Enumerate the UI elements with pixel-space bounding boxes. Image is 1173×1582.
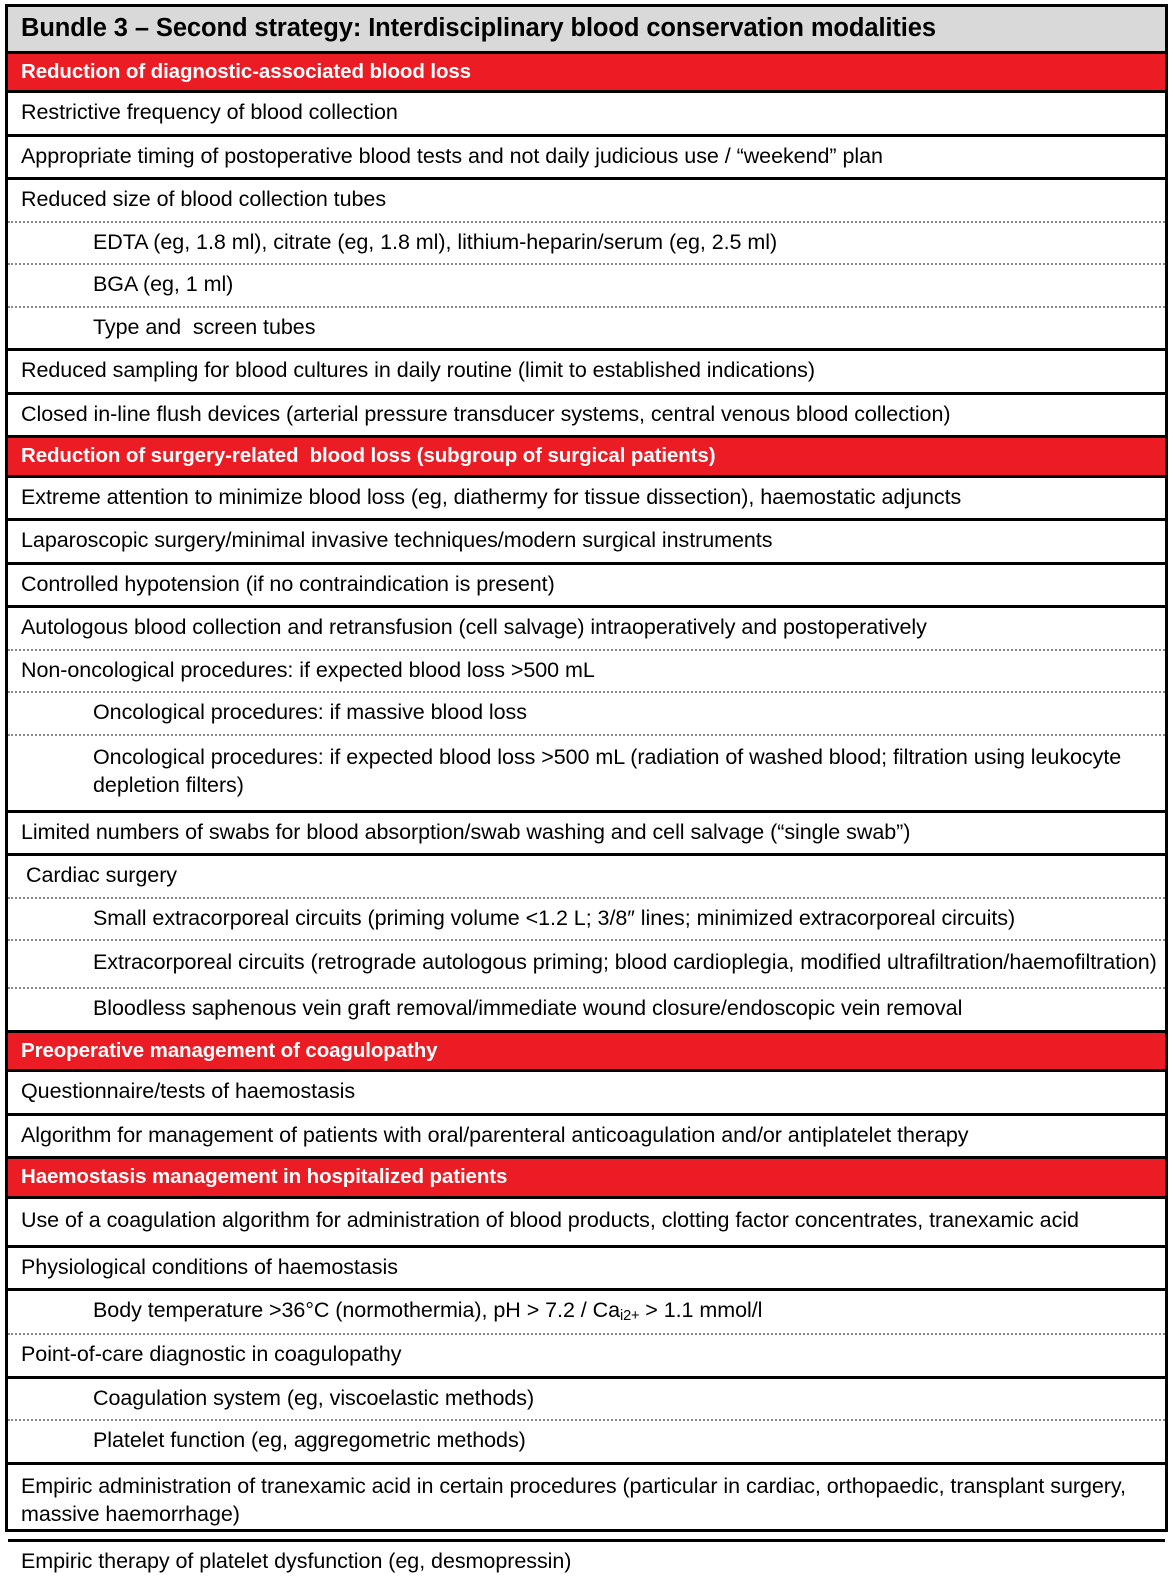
row-text: Extreme attention to minimize blood loss (eg, diathermy for tissue dissection), haemostatic adjuncts [21, 484, 962, 509]
row-text: Point-of-care diagnostic in coagulopathy [21, 1342, 402, 1367]
row-text: EDTA (eg, 1.8 ml), citrate (eg, 1.8 ml), lithium-heparin/serum (eg, 2.5 ml) [93, 229, 778, 254]
row-text: Cardiac surgery [26, 863, 177, 888]
table-subrow [8, 987, 1165, 1030]
row-text: Body temperature >36°C (normothermia), pH > $7.2 / Ca_{i2+} > 1.1$ mmol/l [93, 1298, 763, 1325]
table-row [8, 649, 1165, 692]
table-row [8, 810, 1165, 854]
row-text: Reduced sampling for blood cultures in daily routine (limit to established indications) [21, 358, 815, 383]
row-text: Oncological procedures: if expected blood loss >500 mL (radiation of washed blood; filtration using leukocyte depletion filters) [93, 744, 1128, 797]
row-text: Reduced size of blood collection tubes [21, 187, 387, 212]
table-row [8, 134, 1165, 178]
row-text: Coagulation system (eg, viscoelastic methods) [93, 1385, 535, 1410]
row-text: Physiological conditions of haemostasis [21, 1254, 398, 1279]
table-subrow [8, 306, 1165, 349]
row-text: Oncological procedures: if massive blood loss [93, 700, 527, 725]
table-row [8, 1199, 1165, 1245]
row-text: Laparoscopic surgery/minimal invasive techniques/modern surgical instruments [21, 528, 773, 553]
table-row [8, 392, 1165, 436]
row-text: Questionnaire/tests of haemostasis [21, 1079, 356, 1104]
table-body [8, 54, 1165, 1582]
section-header: Reduction of surgery-related blood loss (subgroup of surgical patients) [8, 435, 1165, 478]
table-row [8, 853, 1165, 897]
table-row [8, 478, 1165, 519]
table-subrow [8, 263, 1165, 306]
row-text: Limited numbers of swabs for blood absorption/swab washing and cell salvage (“single swab”) [21, 819, 911, 844]
row-text: Platelet function (eg, aggregometric methods) [93, 1428, 526, 1453]
table-row [8, 348, 1165, 392]
row-text: Autologous blood collection and retransfusion (cell salvage) intraoperatively and postoperatively [21, 615, 927, 640]
table-row [8, 562, 1165, 606]
table-row [8, 518, 1165, 562]
row-text: Empiric therapy of platelet dysfunction (eg, desmopressin) [21, 1548, 572, 1573]
table-subrow [8, 221, 1165, 264]
row-text: Bloodless saphenous vein graft removal/immediate wound closure/endoscopic vein removal [93, 996, 963, 1021]
table-row [8, 93, 1165, 134]
row-text: Type and screen tubes [93, 314, 316, 339]
table-row [8, 605, 1165, 649]
section-header: Reduction of diagnostic-associated blood loss [8, 54, 1165, 94]
table-row [8, 1072, 1165, 1113]
row-text: Extracorporeal circuits (retrograde autologous priming; blood cardioplegia, modified ultrafiltration/haemofiltration) [93, 950, 1157, 975]
table-subrow [8, 1419, 1165, 1462]
row-text: Non-oncological procedures: if expected blood loss >500 mL [21, 657, 595, 682]
bundle-table [5, 4, 1168, 1573]
table-row [8, 177, 1165, 221]
table-row [8, 1539, 1165, 1582]
row-text: Controlled hypotension (if no contraindication is present) [21, 571, 555, 596]
table-subrow [8, 897, 1165, 940]
table-subrow [8, 734, 1165, 810]
section-header: Preoperative management of coagulopathy [8, 1030, 1165, 1073]
table-subrow [8, 1376, 1165, 1420]
row-text: Small extracorporeal circuits (priming volume <1.2 L; 3/8″ lines; minimized extracorporeal circuits) [93, 905, 1016, 930]
row-text: Use of a coagulation algorithm for administration of blood products, clotting factor concentrates, tranexamic acid [21, 1207, 1079, 1232]
row-text: Restrictive frequency of blood collection [21, 100, 398, 125]
table-row [8, 1462, 1165, 1539]
table-subrow [8, 1288, 1165, 1333]
row-text: Empiric administration of tranexamic acid in certain procedures (particular in cardiac, orthopaedic, transplant surgery, massive haemorrhage) [21, 1473, 1132, 1526]
row-text: BGA (eg, 1 ml) [93, 272, 234, 297]
row-text: Appropriate timing of postoperative blood tests and not daily judicious use / “weekend” plan [21, 143, 883, 168]
table-subrow [8, 939, 1165, 987]
row-text: Closed in-line flush devices (arterial pressure transducer systems, central venous blood collection) [21, 401, 951, 426]
table-row [8, 1333, 1165, 1376]
table-subrow [8, 691, 1165, 734]
table-title: Bundle 3 – Second strategy: Interdisciplinary blood conservation modalities [8, 7, 1165, 54]
row-text: Algorithm for management of patients with oral/parenteral anticoagulation and/or antiplatelet therapy [21, 1122, 969, 1147]
table-row [8, 1245, 1165, 1289]
section-header: Haemostasis management in hospitalized patients [8, 1156, 1165, 1199]
table-row [8, 1113, 1165, 1157]
